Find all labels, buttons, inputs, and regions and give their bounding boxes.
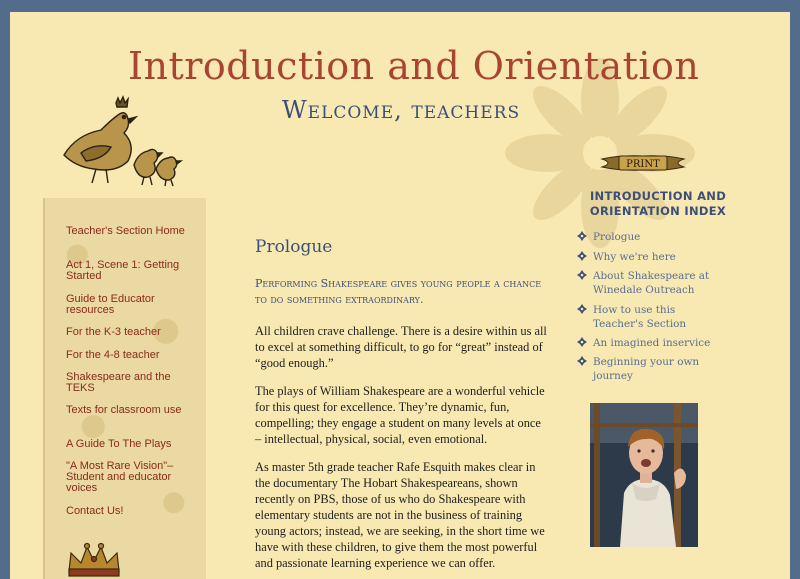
index-link-label[interactable]: Beginning your own journey (593, 356, 700, 382)
fleur-bullet-icon (577, 337, 587, 347)
top-border (10, 0, 790, 12)
fleur-bullet-icon (577, 251, 587, 261)
paragraph: All children crave challenge. There is a desire within us all to excel at something difficult, to go for “great” instead of “good enough.” (255, 324, 547, 370)
sidebar-item-4-8-teacher[interactable]: For the 4-8 teacher (66, 349, 160, 361)
fleur-bullet-icon (577, 304, 587, 314)
page (10, 0, 790, 579)
sidebar-item-getting-started[interactable]: Act 1, Scene 1: Getting Started (66, 259, 180, 282)
sidebar-item-classroom-texts[interactable]: Texts for classroom use (66, 404, 182, 416)
sidebar-item-k3-teacher[interactable]: For the K-3 teacher (66, 326, 161, 338)
sidebar-item-contact-us[interactable]: Contact Us! (66, 505, 124, 517)
sidebar-item-educator-resources[interactable]: Guide to Educator resources (66, 293, 155, 316)
sidebar-item-guide-to-plays[interactable]: A Guide To The Plays (66, 438, 172, 450)
birds-illustration-icon (56, 95, 186, 187)
section-title: Prologue (255, 237, 333, 257)
index-link-label[interactable]: How to use this Teacher's Section (593, 304, 687, 330)
index-link-label[interactable]: Why we're here (593, 251, 676, 263)
paragraph: As master 5th grade teacher Rafe Esquith makes clear in the documentary The Hobart Shakespeareans, shown recently on PBS, those of us who do Shakespeare with elementary students are not in the business of training young actors; instead, we are seeking, in the short time we have with these children, to give them the most powerful and passionate learning experience we can offer. (255, 460, 545, 570)
page-subtitle: Welcome, teachers (282, 96, 521, 124)
sidebar-item-teachers-section-home[interactable]: Teacher's Section Home (66, 225, 185, 237)
fleur-bullet-icon (577, 270, 587, 280)
crown-icon (65, 541, 123, 577)
index-link-label[interactable]: Prologue (593, 231, 641, 243)
index-title: INTRODUCTION AND ORIENTATION INDEX (589, 189, 727, 218)
fleur-bullet-icon (577, 356, 587, 366)
page-title: Introduction and Orientation (128, 44, 700, 88)
sidebar (43, 198, 206, 579)
print-button[interactable] (600, 152, 686, 174)
print-label: PRINT (626, 159, 660, 170)
paragraph: The plays of William Shakespeare are a wonderful vehicle for this quest for excellence. They’re dynamic, fun, compelling; they engage a student on many levels at once – intellectual, physical, social, even emotional. (255, 384, 545, 446)
sidebar-item-most-rare-vision[interactable]: "A Most Rare Vision"– Student and educator voices (66, 460, 174, 494)
lead-text: Performing Shakespeare gives young people a chance to do something extraordinary. (255, 277, 542, 306)
sidebar-item-shakespeare-teks[interactable]: Shakespeare and the TEKS (66, 371, 171, 394)
index-link-label[interactable]: An imagined inservice (593, 337, 711, 349)
index-link-label[interactable]: About Shakespeare at Winedale Outreach (593, 270, 710, 296)
student-actor-photo (590, 403, 698, 547)
fleur-bullet-icon (577, 231, 587, 241)
